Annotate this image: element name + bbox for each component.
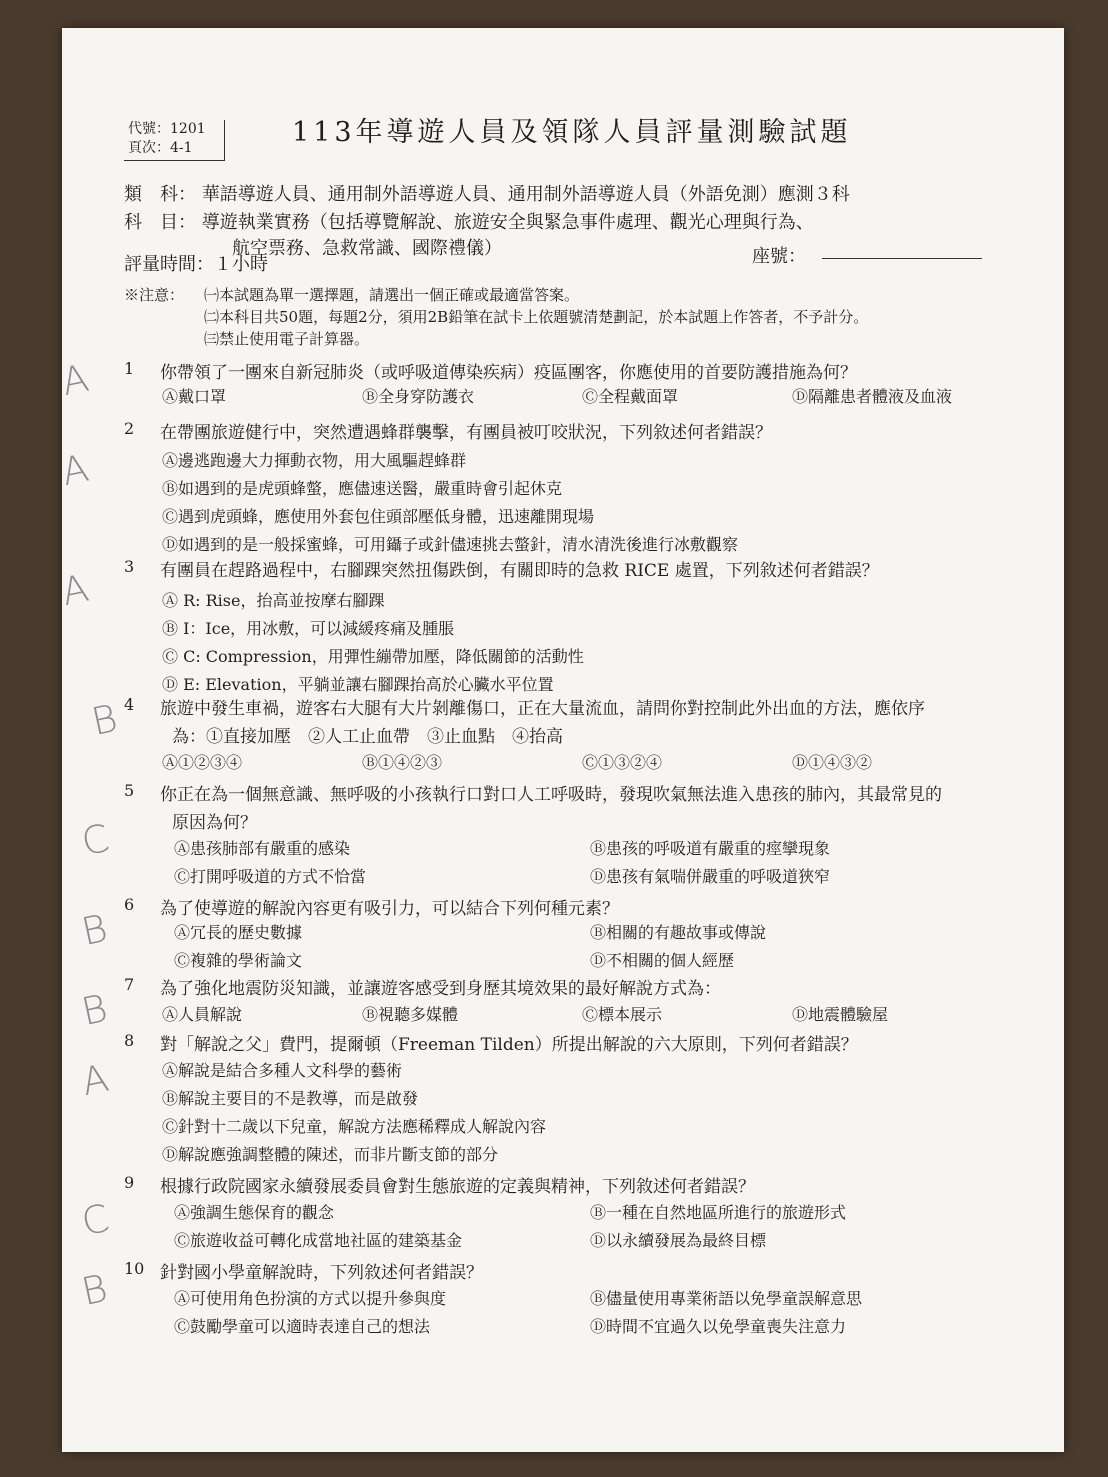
answer-option: Ⓑ相關的有趣故事或傳說 [590,923,767,942]
seat-input-line [822,258,982,259]
handwritten-answer-mark: B [77,1265,112,1315]
question-text: 有團員在趕路過程中，右腳踝突然扭傷跌倒，有關即時的急救 RICE 處置，下列敘述何者錯誤？ [160,561,879,581]
subject-row-cont [232,234,502,260]
answer-option: Ⓓ時間不宜過久以免學童喪失注意力 [590,1317,847,1336]
question-number: 10 [124,1259,145,1278]
handwritten-answer-mark: B [87,695,122,745]
answer-option: Ⓓ隔離患者體液及血液 [792,387,953,406]
question-text: 為了使導遊的解說內容更有吸引力，可以結合下列何種元素？ [160,899,619,919]
answer-option: Ⓑ一種在自然地區所進行的旅遊形式 [590,1203,847,1222]
answer-option: Ⓐ可使用角色扮演的方式以提升參與度 [174,1289,447,1308]
category-value: 華語導遊人員、通用制外語導遊人員、通用制外語導遊人員（外語免測）應測３科 [201,184,850,205]
handwritten-answer-mark: C [77,815,113,865]
answer-option: Ⓓ解說應強調整體的陳述，而非片斷支節的部分 [162,1145,499,1164]
answer-option: Ⓒ針對十二歲以下兒童，解說方法應稀釋成人解說內容 [162,1117,547,1136]
answer-option: Ⓐ人員解說 [162,1005,243,1024]
question-number: 6 [124,895,135,914]
question-number: 8 [124,1031,135,1050]
question-number: 2 [124,419,135,438]
answer-option: Ⓐ①②③④ [162,753,243,772]
answer-option: Ⓒ全程戴面罩 [582,387,679,406]
answer-option: Ⓑ①④②③ [362,753,443,772]
answer-option: Ⓑ解說主要目的不是教導，而是啟發 [162,1089,419,1108]
question-text: 針對國小學童解說時，下列敘述何者錯誤？ [160,1263,483,1283]
category-row [124,180,850,206]
question-text-cont: 原因為何？ [172,813,257,833]
question-text: 你正在為一個無意識、無呼吸的小孩執行口對口人工呼吸時，發現吹氣無法進入患孩的肺內，其最常見的 [160,785,942,805]
subject-value: 導遊執業實務（包括導覽解說、旅遊安全與緊急事件處理、觀光心理與行為、 [201,212,814,233]
question-number: 4 [124,695,135,714]
handwritten-answer-mark: A [77,1055,113,1105]
answer-option: Ⓒ鼓勵學童可以適時表達自己的想法 [174,1317,431,1336]
answer-option: Ⓑ全身穿防護衣 [362,387,475,406]
notice-item-1: ㈠本試題為單一選擇題，請選出一個正確或最適當答案。 [204,286,580,304]
handwritten-answer-mark: B [77,985,112,1035]
page-number: 頁次：4-1 [128,140,193,156]
answer-option: Ⓓ①④③② [792,753,873,772]
question-text: 對「解說之父」費門，提爾頓（Freeman Tilden）所提出解說的六大原則，下列何者錯誤？ [160,1035,858,1055]
answer-option: Ⓑ如遇到的是虎頭蜂螫，應儘速送醫，嚴重時會引起休克 [162,479,563,498]
exam-paper [57,28,1064,1452]
answer-option: Ⓓ如遇到的是一般採蜜蜂，可用鑷子或針儘速挑去螫針，清水清洗後進行冰敷觀察 [162,535,739,554]
answer-option: Ⓒ標本展示 [582,1005,663,1024]
answer-option: Ⓐ戴口罩 [162,387,227,406]
question-text: 根據行政院國家永續發展委員會對生態旅遊的定義與精神，下列敘述何者錯誤？ [160,1177,755,1197]
exam-code: 代號：1201 [128,121,206,137]
time-label: 評量時間：１小時 [124,254,268,275]
question-text: 旅遊中發生車禍，遊客右大腿有大片剝離傷口，正在大量流血，請問你對控制此外出血的方法，應依序 [160,699,925,719]
answer-option: Ⓐ冗長的歷史數據 [174,923,303,942]
answer-option: Ⓒ複雜的學術論文 [174,951,303,970]
notice-item-3: ㈢禁止使用電子計算器。 [204,330,370,348]
notice-item-2: ㈡本科目共50題，每題2分，須用2B鉛筆在試卡上依題號清楚劃記，於本試題上作答者，不予計分。 [204,308,869,326]
question-text: 為了強化地震防災知識，並讓遊客感受到身歷其境效果的最好解說方式為： [160,979,721,999]
handwritten-answer-mark: B [77,905,112,955]
category-label: 類 科： [124,184,196,205]
answer-option: Ⓐ患孩肺部有嚴重的感染 [174,839,351,858]
answer-option: Ⓓ E: Elevation，平躺並讓右腳踝抬高於心臟水平位置 [162,675,554,694]
code-box [124,120,225,161]
answer-option: Ⓓ以永續發展為最終目標 [590,1231,767,1250]
handwritten-answer-mark: A [57,445,93,495]
answer-option: Ⓐ強調生態保育的觀念 [174,1203,335,1222]
answer-option: Ⓒ①③②④ [582,753,663,772]
answer-option: Ⓒ C: Compression，用彈性繃帶加壓，降低關節的活動性 [162,647,584,666]
seat-row [752,242,806,268]
answer-option: Ⓒ旅遊收益可轉化成當地社區的建築基金 [174,1231,463,1250]
answer-option: Ⓓ地震體驗屋 [792,1005,889,1024]
answer-option: Ⓐ解說是結合多種人文科學的藝術 [162,1061,403,1080]
answer-option: Ⓑ儘量使用專業術語以免學童誤解意思 [590,1289,863,1308]
answer-option: Ⓐ邊逃跑邊大力揮動衣物，用大風驅趕蜂群 [162,451,467,470]
handwritten-answer-mark: A [57,565,93,615]
answer-option: Ⓑ視聽多媒體 [362,1005,459,1024]
answer-option: Ⓑ患孩的呼吸道有嚴重的痙攣現象 [590,839,831,858]
subject-row [124,208,814,234]
question-number: 7 [124,975,135,994]
answer-option: Ⓒ打開呼吸道的方式不恰當 [174,867,367,886]
question-text-cont: 為：①直接加壓 ②人工止血帶 ③止血點 ④抬高 [172,727,563,747]
question-number: 3 [124,557,135,576]
handwritten-answer-mark: C [77,1195,113,1245]
question-text: 你帶領了一團來自新冠肺炎（或呼吸道傳染疾病）疫區團客，你應使用的首要防護措施為何？ [160,363,857,383]
notice-label: ※注意： [124,286,185,304]
question-number: 9 [124,1173,135,1192]
question-text: 在帶團旅遊健行中，突然遭遇蜂群襲擊，有團員被叮咬狀況，下列敘述何者錯誤？ [160,423,772,443]
answer-option: Ⓑ I：Ice，用冰敷，可以減緩疼痛及腫脹 [162,619,455,638]
exam-title: 113年導遊人員及領隊人員評量測驗試題 [292,117,852,148]
subject-label: 科 目： [124,212,196,233]
answer-option: Ⓓ不相關的個人經歷 [590,951,735,970]
answer-option: Ⓐ R: Rise，抬高並按摩右腳踝 [162,591,385,610]
answer-option: Ⓓ患孩有氣喘併嚴重的呼吸道狹窄 [590,867,831,886]
subject-value-cont: 航空票務、急救常識、國際禮儀） [232,238,502,259]
time-row [124,250,268,276]
seat-label: 座號： [752,246,806,267]
question-number: 1 [124,359,135,378]
handwritten-answer-mark: A [57,355,93,405]
question-number: 5 [124,781,135,800]
answer-option: Ⓒ遇到虎頭蜂，應使用外套包住頭部壓低身體，迅速離開現場 [162,507,595,526]
